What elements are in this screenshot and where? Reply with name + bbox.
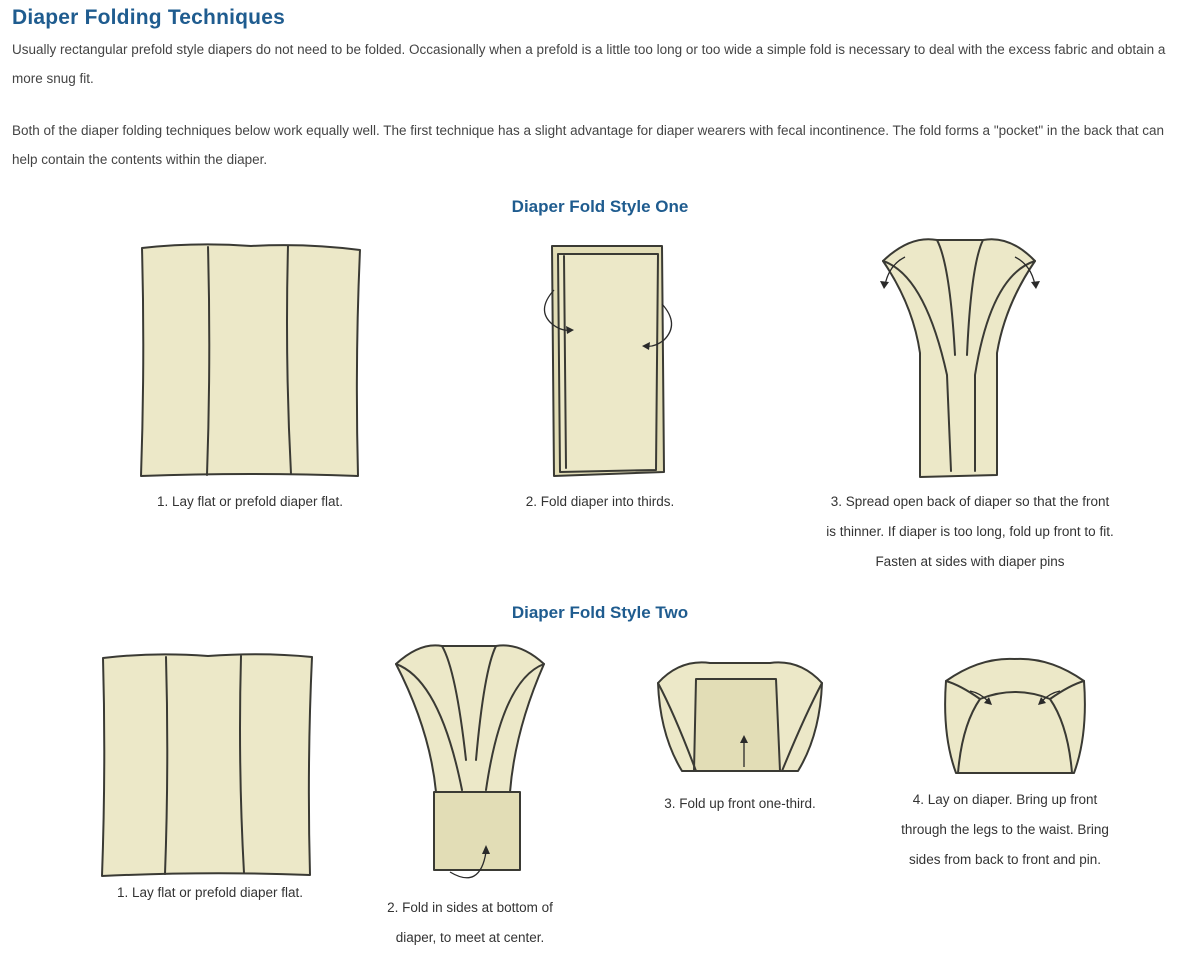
caption-style-two-step-3: 3. Fold up front one-third. [664,796,816,811]
caption-style-two-step-2: 2. Fold in sides at bottom of diaper, to meet at center. [387,900,553,945]
illustration-style-one-step-1 [136,240,366,480]
intro-paragraph-1: Usually rectangular prefold style diapers do not need to be folded. Occasionally when a prefold is a little too long or too wide a simple fold is necessary to deal with the excess fabric and obtain a more snug fit. [12,42,1166,86]
caption-style-two-step-1: 1. Lay flat or prefold diaper flat. [116,885,304,900]
illustration-style-two-step-2 [390,640,550,880]
caption-style-one-step-3: 3. Spread open back of diaper so that the front is thinner. If diaper is too long, fold up front to fit. Fasten at sides with diaper pins [826,494,1114,569]
illustration-style-two-step-1 [98,650,318,880]
section-heading-style-one: Diaper Fold Style One [511,197,689,216]
section-heading-style-two: Diaper Fold Style Two [511,603,689,622]
illustration-style-two-step-4 [940,655,1090,780]
illustration-style-two-step-3 [650,655,830,785]
caption-style-two-step-4: 4. Lay on diaper. Bring up front through the legs to the waist. Bring sides from back to front and pin. [901,792,1109,867]
intro-paragraph-2: Both of the diaper folding techniques below work equally well. The first technique has a slight advantage for diaper wearers with fecal incontinence. The fold forms a "pocket" in the back that can help contain the contents within the diaper. [12,123,1165,167]
caption-style-one-step-1: 1. Lay flat or prefold diaper flat. [156,494,344,509]
caption-style-one-step-2: 2. Fold diaper into thirds. [525,494,675,509]
illustration-style-one-step-2 [540,240,680,480]
page-title: Diaper Folding Techniques [12,6,285,29]
illustration-style-one-step-3 [875,235,1045,485]
